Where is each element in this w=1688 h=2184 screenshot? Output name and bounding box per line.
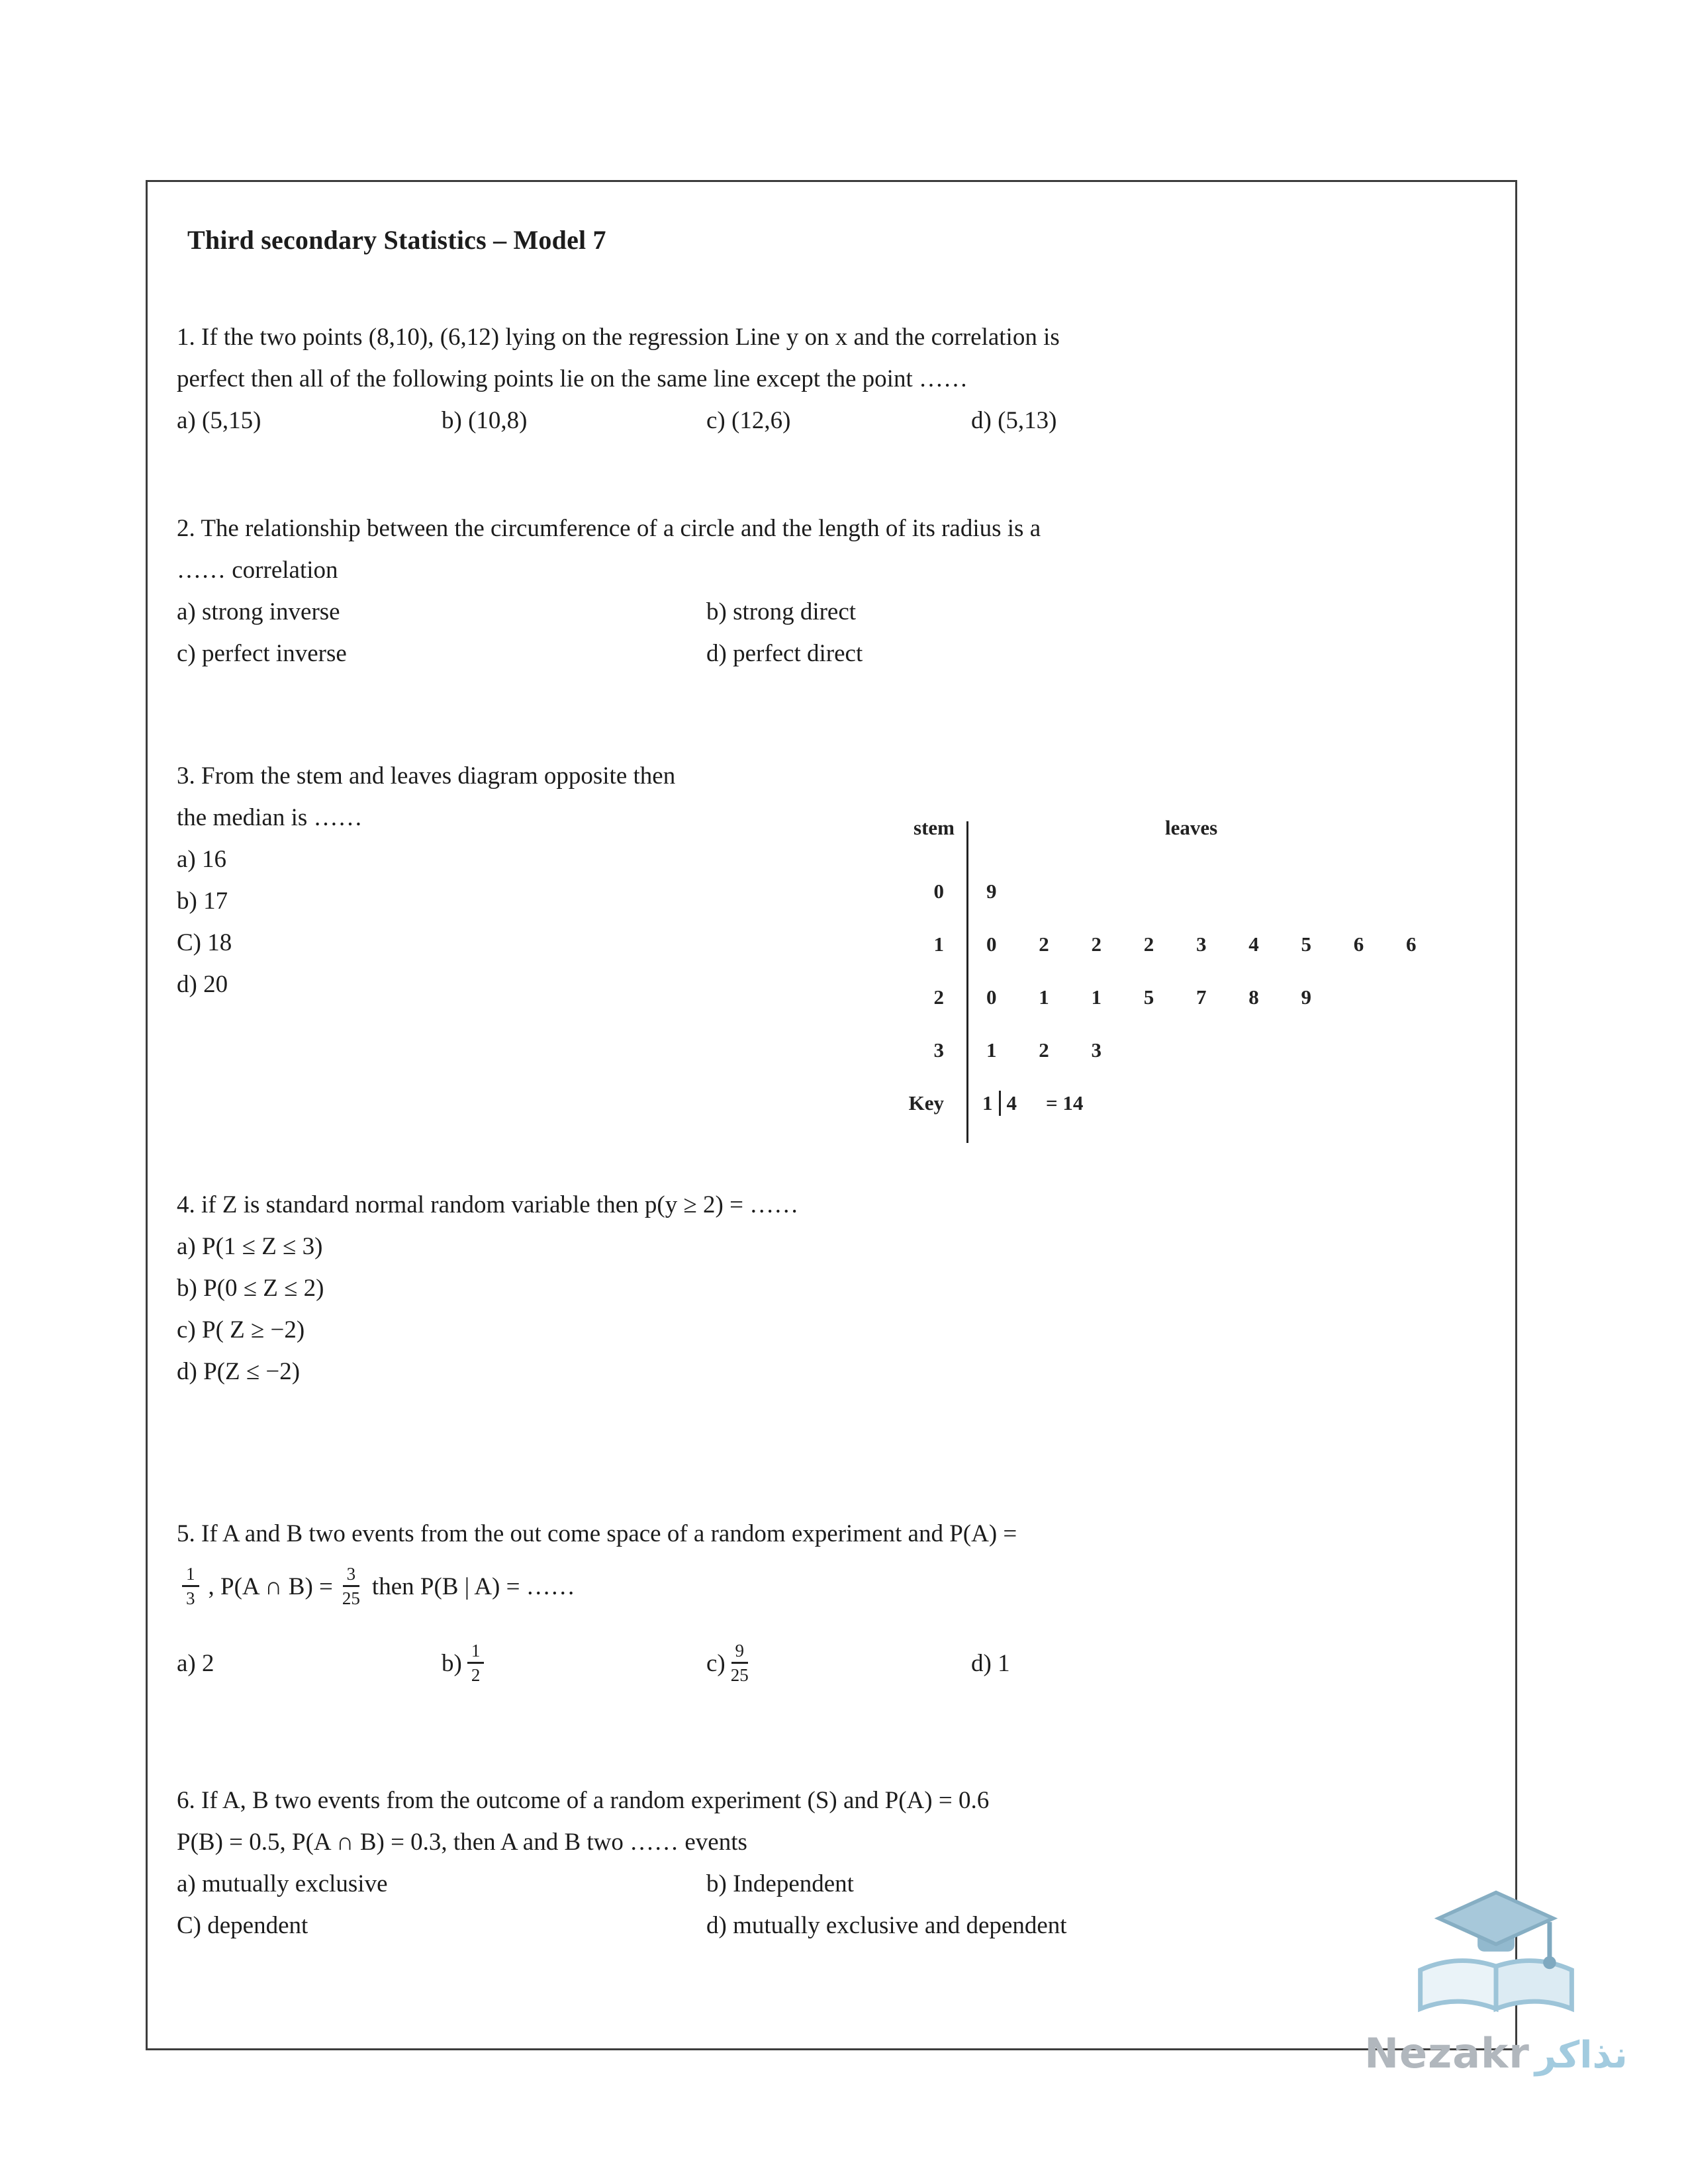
question-2-option-c: c) perfect inverse (177, 640, 347, 667)
stem-value: 0 (933, 880, 944, 903)
nezakr-watermark (1350, 1880, 1642, 2077)
key-result: = 14 (1046, 1091, 1084, 1115)
document-title: Third secondary Statistics – Model 7 (187, 225, 606, 255)
question-3-option-d: d) 20 (177, 971, 228, 998)
leaf-values: 9 (986, 880, 997, 903)
fraction-one-third (182, 1564, 199, 1609)
question-2-line-1: 2. The relationship between the circumference of a circle and the length of its radius is a (177, 515, 1041, 542)
key-value (962, 1091, 1083, 1116)
question-6-option-d: d) mutually exclusive and dependent (706, 1912, 1067, 1939)
stem-value: 3 (933, 1038, 944, 1062)
question-4 (177, 1184, 1462, 1392)
key-leaf-digit: 4 (1006, 1091, 1017, 1115)
question-6-option-a: a) mutually exclusive (177, 1870, 388, 1897)
fraction-three-twentyfifths (342, 1564, 360, 1609)
stem-value: 2 (933, 985, 944, 1009)
brand-name-arabic: نذاكر (1534, 2034, 1628, 2077)
question-1-option-d: d) (5,13) (971, 407, 1057, 434)
question-5-option-b (442, 1641, 706, 1686)
fraction-numerator: 1 (467, 1641, 485, 1664)
question-1-line-1: 1. If the two points (8,10), (6,12) lying on the regression Line y on x and the correlation is (177, 324, 1060, 351)
question-3-option-a: a) 16 (177, 846, 226, 873)
question-5-line-2 (177, 1555, 1462, 1618)
question-4-option-c: c) P( Z ≥ −2) (177, 1316, 305, 1343)
fraction-denominator: 2 (471, 1665, 481, 1685)
question-6-line-2: P(B) = 0.5, P(A ∩ B) = 0.3, then A and B two …… events (177, 1829, 747, 1856)
question-2-option-a: a) strong inverse (177, 598, 340, 625)
question-5-option-c (706, 1641, 971, 1686)
question-3-line-1: 3. From the stem and leaves diagram opposite then (177, 762, 676, 790)
question-5 (177, 1513, 1462, 1695)
question-2 (177, 508, 1462, 674)
fraction-denominator: 25 (342, 1588, 360, 1608)
fraction-numerator: 1 (182, 1564, 199, 1587)
question-1-option-c: c) (12,6) (706, 407, 791, 434)
fraction-denominator: 25 (730, 1665, 749, 1685)
question-6-option-c: C) dependent (177, 1912, 308, 1939)
key-divider-bar (999, 1091, 1001, 1116)
question-3-option-c: C) 18 (177, 929, 232, 956)
question-6-options (177, 1863, 1462, 1946)
option-label: c) (706, 1649, 726, 1677)
question-1 (177, 316, 1462, 441)
graduation-cap-book-icon (1403, 1880, 1589, 2020)
question-6-line-1: 6. If A, B two events from the outcome of a random experiment (S) and P(A) = 0.6 (177, 1787, 990, 1814)
question-6-option-b: b) Independent (706, 1870, 854, 1897)
leaf-values: 1 2 3 (986, 1038, 1102, 1062)
brand-name-latin: Nezakr (1364, 2029, 1530, 2077)
fraction-nine-twentyfifths (731, 1641, 749, 1686)
question-1-option-a: a) (5,15) (177, 407, 261, 434)
leaf-values: 0 2 2 2 3 4 5 6 6 (986, 933, 1417, 956)
fraction-one-half (467, 1641, 485, 1686)
document-border (146, 180, 1517, 2050)
question-5-tail-text: then P(B | A) = …… (371, 1572, 575, 1600)
question-5-options (177, 1631, 1462, 1695)
question-1-options (177, 400, 1462, 441)
stem-leaf-diagram (888, 816, 1417, 1130)
fraction-numerator: 9 (731, 1641, 749, 1664)
leaf-values: 0 1 1 5 7 8 9 (986, 985, 1311, 1009)
question-4-option-d: d) P(Z ≤ −2) (177, 1358, 301, 1385)
question-2-option-b: b) strong direct (706, 598, 857, 625)
question-5-line-1: 5. If A and B two events from the out come space of a random experiment and P(A) = (177, 1520, 1017, 1547)
leaves-column-header: leaves (1165, 816, 1218, 839)
question-1-line-2: perfect then all of the following points lie on the same line except the point …… (177, 365, 968, 392)
stem-column-header: stem (914, 816, 955, 839)
nezakr-brand-text (1364, 2029, 1628, 2077)
question-4-option-a: a) P(1 ≤ Z ≤ 3) (177, 1233, 323, 1260)
question-4-option-b: b) P(0 ≤ Z ≤ 2) (177, 1275, 324, 1302)
question-5-mid-text: , P(A ∩ B) = (208, 1572, 333, 1600)
question-3-option-b: b) 17 (177, 887, 228, 915)
question-6 (177, 1780, 1462, 1946)
stem-value: 1 (933, 933, 944, 956)
question-2-option-d: d) perfect direct (706, 640, 863, 667)
fraction-numerator: 3 (343, 1564, 360, 1587)
question-4-line-1: 4. if Z is standard normal random variable then p(y ≥ 2) = …… (177, 1191, 799, 1218)
stem-leaf-divider-line (966, 821, 968, 1143)
question-5-option-a: a) 2 (177, 1649, 214, 1677)
question-5-option-d: d) 1 (971, 1649, 1010, 1677)
question-2-line-2: …… correlation (177, 557, 338, 584)
key-stem-digit: 1 (982, 1091, 993, 1115)
question-2-options (177, 591, 1462, 674)
key-label: Key (908, 1091, 944, 1115)
question-1-option-b: b) (10,8) (442, 407, 528, 434)
question-3-line-2: the median is …… (177, 804, 363, 831)
fraction-denominator: 3 (186, 1588, 195, 1608)
question-3 (177, 755, 1462, 1146)
option-label: b) (442, 1649, 462, 1677)
